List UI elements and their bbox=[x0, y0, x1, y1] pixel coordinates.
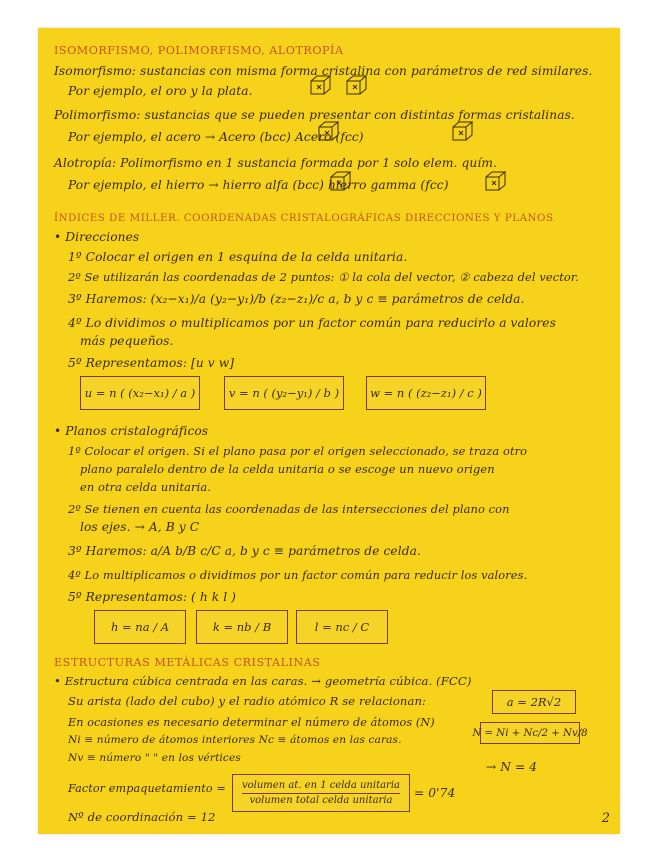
direcciones-step-4-cont: más pequeños. bbox=[80, 334, 174, 348]
planos-step-1: 1º Colocar el origen. Si el plano pasa por el origen seleccionado, se traza otro bbox=[68, 444, 528, 458]
planos-step-3: 3º Haremos: a/A b/B c/C a, b y c ≡ parámetros de celda. bbox=[68, 544, 421, 558]
page-number: 2 bbox=[601, 811, 610, 826]
planos-heading: • Planos cristalográficos bbox=[54, 424, 209, 438]
formula-h-box: h = na / A bbox=[94, 610, 186, 644]
polimorfismo-definition: Polimorfismo: sustancias que se pueden presentar con distintas formas cristalinas. bbox=[54, 108, 575, 122]
fcc-edge-radius-line: Su arista (lado del cubo) y el radio atómico R se relacionan: bbox=[68, 694, 427, 708]
direcciones-step-4: 4º Lo dividimos o multiplicamos por un factor común para reducirlo a valores bbox=[68, 316, 556, 330]
planos-step-5: 5º Representamos: ( h k l ) bbox=[68, 590, 237, 604]
page-title: ISOMORFISMO, POLIMORFISMO, ALOTROPÍA bbox=[54, 44, 344, 57]
cube-sketch-icon bbox=[450, 120, 474, 142]
alotropia-example: Por ejemplo, el hierro → hierro alfa (bcc) hierro gamma (fcc) bbox=[68, 178, 449, 192]
alotropia-definition: Alotropía: Polimorfismo en 1 sustancia formada por 1 solo elem. quím. bbox=[54, 156, 497, 170]
planos-step-1-cont: en otra celda unitaria. bbox=[80, 480, 211, 494]
planos-step-4: 4º Lo multiplicamos o dividimos por un factor común para reducir los valores. bbox=[68, 568, 528, 582]
direcciones-step-2: 2º Se utilizarán las coordenadas de 2 puntos: ① la cola del vector, ② cabeza del vector. bbox=[68, 270, 579, 284]
direcciones-heading: • Direcciones bbox=[54, 230, 140, 244]
cube-sketch-icon bbox=[344, 74, 368, 96]
planos-step-1-cont: plano paralelo dentro de la celda unitaria o se escoge un nuevo origen bbox=[80, 462, 495, 476]
atoms-number-line: En ocasiones es necesario determinar el número de átomos (N) bbox=[68, 716, 435, 729]
formula-u-box: u = n ( (x₂−x₁) / a ) bbox=[80, 376, 200, 410]
cube-sketch-icon bbox=[328, 170, 352, 192]
packing-denominator: volumen total celda unitaria bbox=[249, 794, 393, 806]
isomorfismo-example: Por ejemplo, el oro y la plata. bbox=[68, 84, 253, 98]
packing-factor-box bbox=[232, 774, 410, 812]
packing-factor-value: = 0'74 bbox=[414, 786, 456, 800]
formula-w-box: w = n ( (z₂−z₁) / c ) bbox=[366, 376, 486, 410]
direcciones-step-3: 3º Haremos: (x₂−x₁)/a (y₂−y₁)/b (z₂−z₁)/c a, b y c ≡ parámetros de celda. bbox=[68, 292, 525, 306]
atoms-formula-box: N = Ni + Nc/2 + Nv/8 bbox=[480, 722, 580, 744]
notebook-page bbox=[38, 28, 620, 834]
cube-sketch-icon bbox=[483, 170, 507, 192]
section-metals-title: ESTRUCTURAS METÁLICAS CRISTALINAS bbox=[54, 656, 321, 669]
atoms-result: → N = 4 bbox=[486, 760, 538, 774]
isomorfismo-definition: Isomorfismo: sustancias con misma forma cristalina con parámetros de red similares. bbox=[54, 64, 593, 78]
formula-k-box: k = nb / B bbox=[196, 610, 288, 644]
packing-numerator: volumen at. en 1 celda unitaria bbox=[242, 779, 400, 794]
cube-sketch-icon bbox=[316, 120, 340, 142]
cube-sketch-icon bbox=[308, 74, 332, 96]
formula-v-box: v = n ( (y₂−y₁) / b ) bbox=[224, 376, 344, 410]
vertex-atoms-line: Nv ≡ número " " en los vértices bbox=[68, 752, 241, 764]
packing-factor-label: Factor empaquetamiento = bbox=[68, 782, 226, 795]
planos-step-2-cont: los ejes. → A, B y C bbox=[80, 520, 200, 534]
coordination-number-line: Nº de coordinación = 12 bbox=[68, 810, 216, 824]
fcc-structure-line: • Estructura cúbica centrada en las caras. → geometría cúbica. (FCC) bbox=[54, 674, 472, 688]
formula-l-box: l = nc / C bbox=[296, 610, 388, 644]
polimorfismo-example: Por ejemplo, el acero → Acero (bcc) Acero (fcc) bbox=[68, 130, 364, 144]
interior-atoms-line: Ni ≡ número de átomos interiores Nc ≡ átomos en las caras. bbox=[68, 734, 402, 746]
direcciones-step-1: 1º Colocar el origen en 1 esquina de la celda unitaria. bbox=[68, 250, 408, 264]
edge-formula-box: a = 2R√2 bbox=[492, 690, 576, 714]
direcciones-step-5: 5º Representamos: [u v w] bbox=[68, 356, 235, 370]
planos-step-2: 2º Se tienen en cuenta las coordenadas de las intersecciones del plano con bbox=[68, 502, 510, 516]
section-miller-title: ÍNDICES DE MILLER. COORDENADAS CRISTALOGRÁFICAS DIRECCIONES Y PLANOS bbox=[54, 212, 554, 224]
